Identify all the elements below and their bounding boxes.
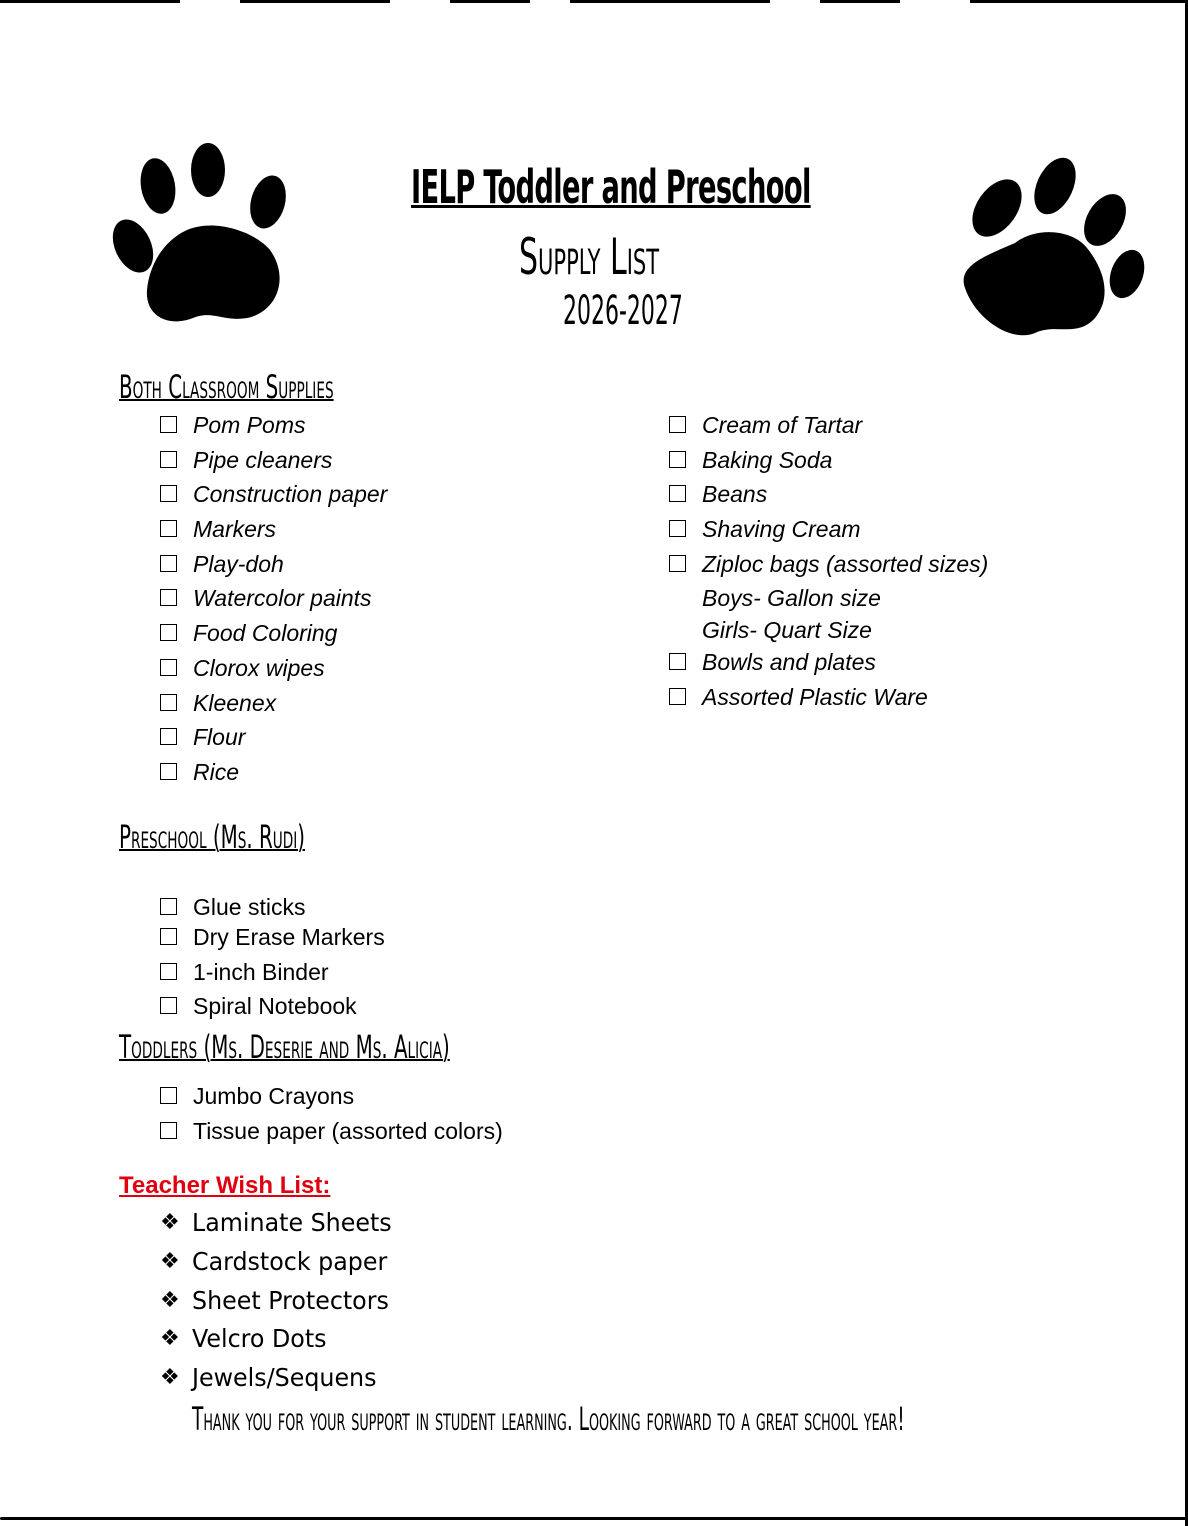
checkbox[interactable] xyxy=(669,451,686,468)
checkbox[interactable] xyxy=(160,763,177,780)
preschool-heading: Preschool (Ms. Rudi) xyxy=(119,818,306,856)
paw-print-icon xyxy=(955,148,1155,343)
thank-you-note: Thank you for your support in student learning. Looking forward to a great school year! xyxy=(192,1400,905,1438)
checkbox[interactable] xyxy=(160,624,177,641)
checkbox[interactable] xyxy=(160,997,177,1014)
teacher-wish-list-heading: Teacher Wish List: xyxy=(119,1172,331,1199)
checkbox[interactable] xyxy=(160,520,177,537)
diamond-bullet-icon: ❖ xyxy=(160,1287,180,1313)
checkbox[interactable] xyxy=(160,555,177,572)
checkbox[interactable] xyxy=(160,1087,177,1104)
checkbox[interactable] xyxy=(160,963,177,980)
checkbox[interactable] xyxy=(160,589,177,606)
toddlers-heading: Toddlers (Ms. Deserie and Ms. Alicia) xyxy=(119,1028,450,1066)
checkbox[interactable] xyxy=(160,928,177,945)
checkbox[interactable] xyxy=(669,485,686,502)
page-title: IELP Toddler and Preschool xyxy=(411,160,811,214)
checkbox[interactable] xyxy=(160,659,177,676)
school-year: 2026-2027 xyxy=(563,288,683,334)
checkbox[interactable] xyxy=(160,416,177,433)
checkbox[interactable] xyxy=(669,520,686,537)
paw-print-icon xyxy=(105,140,300,335)
checkbox[interactable] xyxy=(669,555,686,572)
diamond-bullet-icon: ❖ xyxy=(160,1210,180,1235)
page-border-top xyxy=(0,0,1188,3)
checkbox[interactable] xyxy=(669,416,686,433)
checkbox[interactable] xyxy=(669,688,686,705)
checkbox[interactable] xyxy=(160,485,177,502)
diamond-bullet-icon: ❖ xyxy=(160,1326,180,1352)
checkbox[interactable] xyxy=(669,653,686,670)
checkbox[interactable] xyxy=(160,694,177,711)
both-classroom-heading: Both Classroom Supplies xyxy=(119,368,334,406)
diamond-bullet-icon: ❖ xyxy=(160,1365,180,1391)
checkbox[interactable] xyxy=(160,451,177,468)
page-subtitle: Supply List xyxy=(519,228,660,286)
diamond-bullet-icon: ❖ xyxy=(160,1248,180,1274)
checkbox[interactable] xyxy=(160,1122,177,1139)
checkbox[interactable] xyxy=(160,728,177,745)
page-border-bottom xyxy=(0,1517,1188,1520)
checkbox[interactable] xyxy=(160,898,177,915)
